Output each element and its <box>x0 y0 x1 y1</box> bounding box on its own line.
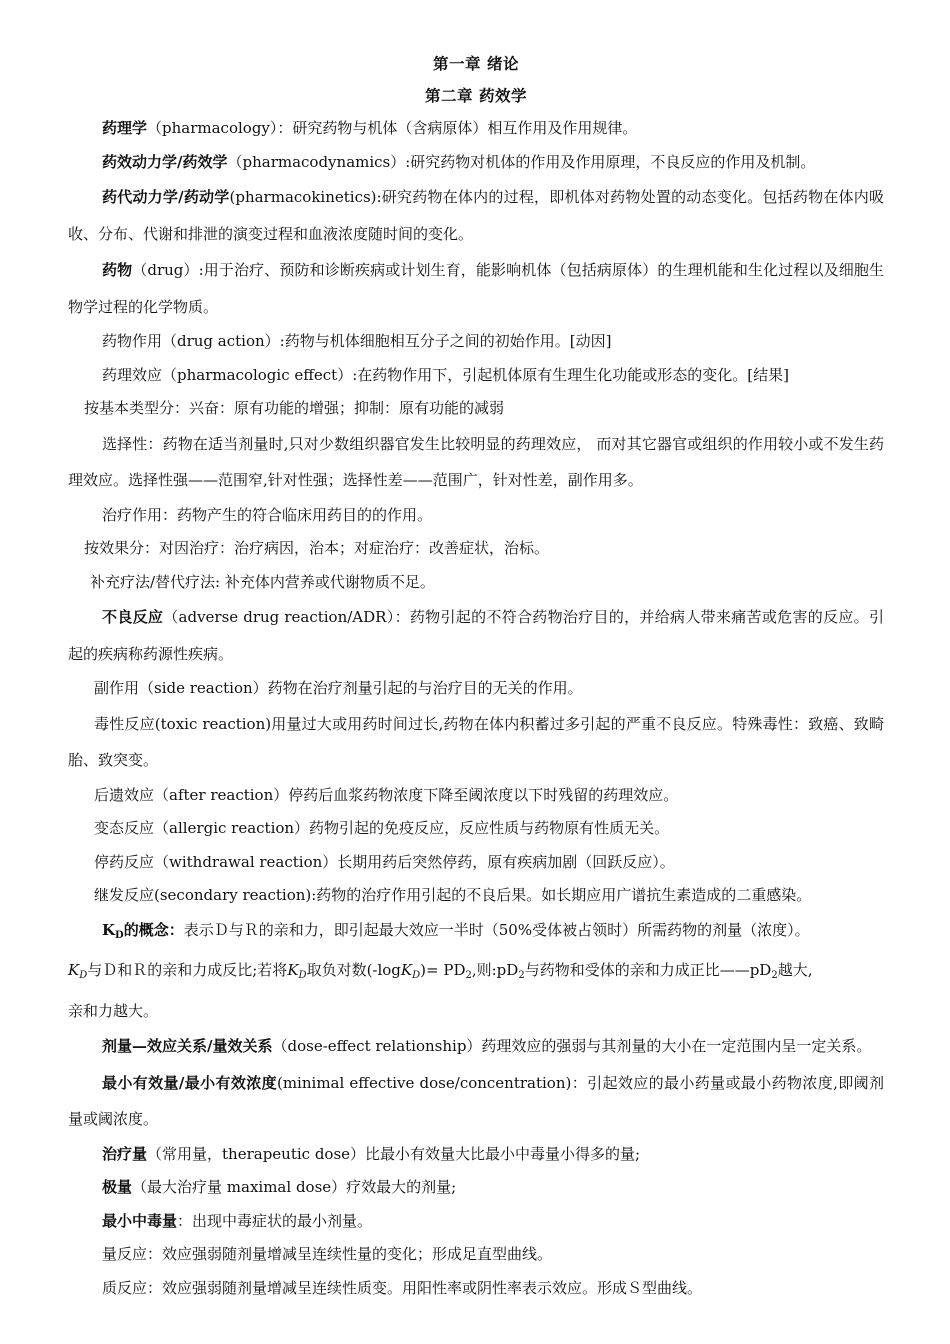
text-pharmacology: （pharmacology）：研究药物与机体（含病原体）相互作用及作用规律。 <box>147 119 638 137</box>
para-drug-action: 药物作用（drug action）:药物与机体细胞相互分子之间的初始作用。[动因] <box>102 332 612 350</box>
para-by-effect: 按效果分：对因治疗：治疗病因，治本；对症治疗：改善症状，治标。 <box>84 539 550 557</box>
kd-inline-2-sub: D <box>298 970 307 981</box>
term-pharmacology: 药理学 <box>102 119 148 137</box>
kd-line2-d: 取负对数(-log <box>306 961 401 979</box>
term-pharmacodynamics: 药效动力学/药效学 <box>102 152 228 171</box>
para-adr <box>68 599 884 672</box>
para-selectivity: 选择性：药物在适当剂量时,只对少数组织器官发生比较明显的药理效应， 而对其它器官或组织的作用较小或不发生药理效应。选择性强——范围窄,针对性强；选择性差——范围广，针对性差，副作用多。 <box>68 434 884 489</box>
text-pharmacokinetics: (pharmacokinetics):研究药物在体内的过程，即机体对药物处置的动态变化。包括药物在体内吸收、分布、代谢和排泄的演变过程和血液浓度随时间的变化。 <box>68 188 884 243</box>
para-min-effective <box>68 1065 884 1138</box>
kd-inline-1-sub: D <box>79 970 88 981</box>
term-kd <box>102 921 184 939</box>
para-side-reaction: 副作用（side reaction）药物在治疗剂量引起的与治疗目的无关的作用。 <box>94 679 583 697</box>
text-maximal-dose: （最大治疗量 maximal dose）疗效最大的剂量; <box>132 1178 457 1196</box>
para-quantal-response: 质反应：效应强弱随剂量增减呈连续性质变。用阳性率或阴性率表示效应。形成Ｓ型曲线。 <box>102 1278 703 1297</box>
para-maximal-dose <box>68 1171 884 1205</box>
para-pharmacology <box>68 112 884 146</box>
para-drug <box>68 252 884 325</box>
para-replacement: 补充疗法/替代疗法: 补充体内营养或代谢物质不足。 <box>90 572 435 591</box>
para-dose-effect <box>68 1028 884 1065</box>
kd-subscript: D <box>115 929 124 941</box>
para-kd-concept <box>68 913 884 1029</box>
term-adr: 不良反应 <box>102 608 164 626</box>
kd-inline-3: K <box>400 961 413 979</box>
term-therapeutic-dose: 治疗量 <box>102 1144 148 1163</box>
kd-line3: 亲和力越大。 <box>68 1001 159 1020</box>
kd-inline-3-sub: D <box>412 970 421 981</box>
text-pharmacodynamics: （pharmacodynamics）:研究药物对机体的作用及作用原理，不良反应的作用及机制。 <box>227 152 816 171</box>
para-basic-type: 按基本类型分：兴奋：原有功能的增强；抑制：原有功能的减弱 <box>84 399 505 417</box>
term-drug: 药物 <box>102 261 133 279</box>
kd-symbol: K <box>102 920 116 939</box>
text-min-toxic: ：出现中毒症状的最小剂量。 <box>177 1211 373 1230</box>
para-withdrawal-reaction: 停药反应（withdrawal reaction）长期用药后突然停药，原有疾病加剧（回跃反应）。 <box>94 852 675 871</box>
term-min-toxic: 最小中毒量 <box>102 1211 178 1230</box>
text-dose-effect: （dose-effect relationship）药理效应的强弱与其剂量的大小在一定范围内呈一定关系。 <box>272 1037 872 1055</box>
text-min-effective: (minimal effective dose/concentration)：引起效应的最小药量或最小药物浓度,即阈剂量或阈浓度。 <box>68 1073 884 1128</box>
text-adr: （adverse drug reaction/ADR）：药物引起的不符合药物治疗目的，并给病人带来痛苦或危害的反应。引起的疾病称药源性疾病。 <box>68 608 884 663</box>
para-therapeutic-dose <box>68 1138 884 1172</box>
para-pharmacologic-effect: 药理效应（pharmacologic effect）:在药物作用下，引起机体原有生理生化功能或形态的变化。[结果] <box>102 365 789 384</box>
para-allergic-reaction: 变态反应（allergic reaction）药物引起的免疫反应，反应性质与药物原有性质无关。 <box>94 819 670 837</box>
text-therapeutic-dose: （常用量，therapeutic dose）比最小有效量大比最小中毒量小得多的量; <box>147 1144 641 1163</box>
term-dose-effect: 剂量—效应关系/量效关系 <box>102 1037 273 1055</box>
pd2-sub-2: 2 <box>518 970 525 981</box>
term-maximal-dose: 极量 <box>102 1178 133 1196</box>
para-pharmacokinetics <box>68 179 884 252</box>
para-graded-response: 量反应：效应强弱随剂量增减呈连续性量的变化；形成足直型曲线。 <box>102 1245 553 1263</box>
para-secondary-reaction: 继发反应(secondary reaction):药物的治疗作用引起的不良后果。如长期应用广谱抗生素造成的二重感染。 <box>94 886 812 904</box>
kd-line2-b: 与Ｄ和Ｒ的亲和力成反比;若将 <box>87 961 288 979</box>
para-after-reaction: 后遗效应（after reaction）停药后血浆药物浓度下降至阈浓度以下时残留的药理效应。 <box>94 785 679 804</box>
para-min-toxic <box>68 1205 884 1239</box>
para-toxic-reaction: 毒性反应(toxic reaction)用量过大或用药时间过长,药物在体内积蓄过多引起的严重不良反应。特殊毒性：致癌、致畸胎、致突变。 <box>68 714 884 769</box>
chapter-1-heading: 第一章 绪论 <box>433 54 519 73</box>
kd-inline-2: K <box>287 961 299 979</box>
pd2-sub-3: 2 <box>771 970 778 981</box>
text-drug: （drug）:用于治疗、预防和诊断疾病或计划生育，能影响机体（包括病原体）的生理机能和生化过程以及细胞生物学过程的化学物质。 <box>68 261 884 316</box>
para-pharmacodynamics <box>68 146 884 180</box>
kd-inline-1: K <box>68 961 80 979</box>
term-min-effective: 最小有效量/最小有效浓度 <box>102 1073 277 1092</box>
kd-line2-i: 越大, <box>777 961 813 979</box>
kd-line1: 表示Ｄ与Ｒ的亲和力，即引起最大效应一半时（50%受体被占领时）所需药物的剂量（浓度）。 <box>183 920 810 939</box>
para-therapeutic-action: 治疗作用：药物产生的符合临床用药目的的作用。 <box>102 505 433 524</box>
kd-line2-g: ,则:pD <box>471 961 519 979</box>
kd-term-rest: 的概念： <box>123 920 184 939</box>
kd-line2-h: 与药物和受体的亲和力成正比——pD <box>524 961 772 979</box>
kd-line2-f: )= PD <box>420 961 466 979</box>
term-pharmacokinetics: 药代动力学/药动学 <box>102 188 230 206</box>
pd2-sub-1: 2 <box>465 970 472 981</box>
chapter-2-heading: 第二章 药效学 <box>425 86 527 105</box>
